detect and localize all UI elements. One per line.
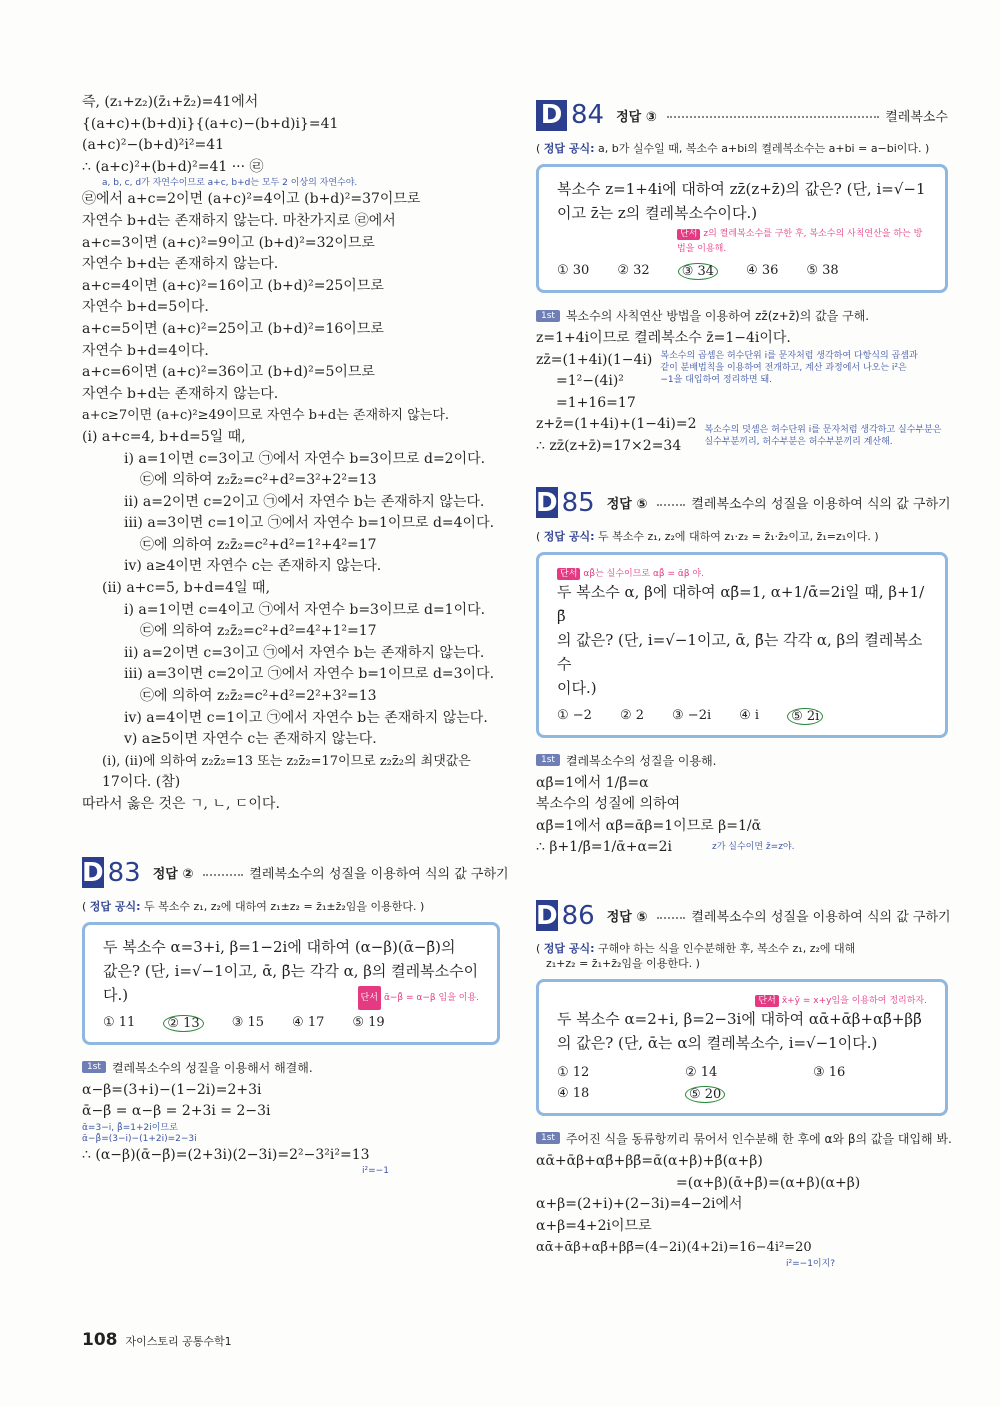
question-line: 값은? (단, i=√−1이고, ᾱ, β̄는 각각 α, β의 켤레복소수이 bbox=[103, 961, 479, 980]
sol-row bbox=[536, 837, 948, 859]
question-box bbox=[82, 922, 500, 1045]
sol-line: 자연수 b+d는 존재하지 않는다. 마찬가지로 ㉣에서 bbox=[82, 212, 396, 229]
choice-correct[interactable]: ⑤ 20 bbox=[685, 1086, 725, 1103]
sol-note: 복소수의 덧셈은 허수단위 i를 문자처럼 생각하고 실수부분은 실수부분끼리, 허수부분은 허수부분끼리 계산해. bbox=[704, 425, 942, 448]
sol-note: z가 실수이면 z̄=z야. bbox=[712, 842, 795, 853]
sol-note: i²=−1 bbox=[362, 1166, 389, 1177]
choice-correct[interactable]: ⑤ 2i bbox=[787, 708, 823, 725]
d-badge: D bbox=[536, 100, 567, 131]
choices bbox=[557, 1065, 927, 1080]
formula: ( 정답 공식: a, b가 실수일 때, 복소수 a+bi의 켤레복소수는 a+bi = a−bi이다. ) bbox=[536, 142, 930, 155]
problem-header-83 bbox=[82, 854, 509, 892]
choice[interactable]: ④ i bbox=[739, 707, 760, 723]
sol-line: a+c=6이면 (a+c)²=36이고 (b+d)²=5이므로 bbox=[82, 364, 375, 381]
sol-line: (i), (ii)에 의하여 z₂z̄₂=13 또는 z₂z̄₂=17이므로 z₂z̄₂의 최댓값은 bbox=[102, 753, 471, 769]
sol-line: ㉢에 의하여 z₂z̄₂=c²+d²=4²+1²=17 bbox=[140, 623, 377, 640]
sol-line: ⅰ) a=1이면 c=3이고 ㉠에서 자연수 b=3이므로 d=2이다. bbox=[124, 450, 486, 467]
tip-badge: 단서 bbox=[755, 995, 778, 1007]
left-column bbox=[82, 92, 509, 1177]
sol-line: a+c≥7이면 (a+c)²≥49이므로 자연수 b+d는 존재하지 않는다. bbox=[82, 408, 450, 424]
sol-note: 복소수의 곱셈은 허수단위 i를 문자처럼 생각하여 다항식의 곱셈과 같이 분배법칙을 이용하여 전개하고, 계산 과정에서 나오는 i²은 −1을 대입하여 정리하면 돼. bbox=[660, 350, 918, 385]
sol-line: (a+c)²−(b+d)²i²=41 bbox=[82, 137, 225, 154]
sol-line: =1+16=17 bbox=[556, 394, 636, 411]
sol-line: ⅲ) a=3이면 c=1이고 ㉠에서 자연수 b=1이므로 d=4이다. bbox=[124, 515, 495, 532]
question-line: 복소수 z=1+4i에 대하여 zz̄(z+z̄)의 값은? (단, i=√−1 bbox=[557, 180, 926, 198]
sol-line: a+c=5이면 (a+c)²=25이고 (b+d)²=16이므로 bbox=[82, 320, 384, 337]
sol-line: αβ̄=1에서 1/β̄=α bbox=[536, 774, 649, 791]
sol-line: zz̄=(1+4i)(1−4i) bbox=[536, 351, 653, 368]
d-badge: D bbox=[536, 900, 558, 931]
sol-line: 자연수 b+d=4이다. bbox=[82, 342, 209, 359]
sol-line: αᾱ+ᾱβ+αβ̄+ββ̄=ᾱ(α+β)+β̄(α+β) bbox=[536, 1152, 763, 1169]
sol-note: i²=−1이지? bbox=[786, 1258, 836, 1269]
sol-line: ⅳ) a≥4이면 자연수 c는 존재하지 않는다. bbox=[124, 558, 382, 575]
sol-line: ∴ zz̄(z+z̄)=17×2=34 bbox=[536, 437, 682, 454]
choice[interactable]: ④ 36 bbox=[746, 263, 779, 278]
formula: ( 정답 공식: 구해야 하는 식을 인수분해한 후, 복소수 z₁, z₂에 대해 z₁+z₂ = z̄₁+z̄₂임을 이용한다. ) bbox=[536, 941, 856, 970]
problem-number: 84 bbox=[571, 100, 605, 130]
question-line: 두 복소수 α=3+i, β=1−2i에 대하여 (α−β)(ᾱ−β̄)의 bbox=[103, 937, 456, 956]
topic: 켤레복소수의 성질을 이용하여 식의 값 구하기 bbox=[691, 497, 951, 513]
answer-label: 정답 ③ bbox=[616, 109, 657, 125]
question-line: 두 복소수 α, β에 대하여 αβ̄=1, α+1/ᾱ=2i일 때, β+1/β̄ bbox=[557, 582, 925, 625]
sol-line: =1²−(4i)² bbox=[556, 373, 624, 390]
tip-text: z의 켤레복소수를 구한 후, 복소수의 사칙연산을 하는 방법을 이용해. bbox=[677, 229, 923, 254]
question-line: 이다.) bbox=[557, 678, 597, 697]
answer-label: 정답 ⑤ bbox=[606, 497, 648, 513]
problem-number: 85 bbox=[561, 487, 595, 518]
choices bbox=[557, 708, 927, 725]
sol-note: ᾱ=3−i, β̄=1+2i이므로 bbox=[82, 1122, 178, 1133]
problem-header-84 bbox=[536, 96, 948, 134]
sol-line: ∴ β+1/β̄=1/ᾱ+α=2i bbox=[536, 839, 673, 856]
question-box bbox=[536, 164, 948, 293]
choice[interactable]: ② 32 bbox=[617, 263, 650, 278]
sol-line: α+β=4+2i이므로 bbox=[536, 1217, 652, 1234]
sol-line: ㉢에 의하여 z₂z̄₂=c²+d²=3²+2²=13 bbox=[140, 472, 377, 489]
leader-dots bbox=[203, 874, 243, 876]
choice[interactable]: ① 12 bbox=[557, 1064, 590, 1080]
choice-correct[interactable]: ③ 34 bbox=[678, 263, 718, 280]
choice[interactable]: ① −2 bbox=[557, 707, 592, 723]
question-line: 이고 z̄는 z의 켤레복소수이다.) bbox=[557, 204, 758, 222]
sol-line: ⅰ) a=1이면 c=4이고 ㉠에서 자연수 b=3이므로 d=1이다. bbox=[124, 601, 486, 618]
tip-badge: 단서 bbox=[358, 986, 381, 1010]
sol-line: ㉢에 의하여 z₂z̄₂=c²+d²=1²+4²=17 bbox=[140, 536, 377, 553]
sol-note: a, b, c, d가 자연수이므로 a+c, b+d는 모두 2 이상의 자연수야. bbox=[102, 178, 358, 189]
sol-row bbox=[536, 414, 948, 457]
leader-dots bbox=[667, 116, 879, 118]
sol-line: ㉢에 의하여 z₂z̄₂=c²+d²=2²+3²=13 bbox=[140, 688, 377, 705]
topic: 켤레복소수의 성질을 이용하여 식의 값 구하기 bbox=[691, 910, 951, 926]
problem-number: 86 bbox=[561, 900, 595, 931]
question-line: 두 복소수 α=2+i, β=2−3i에 대하여 αᾱ+ᾱβ+αβ̄+ββ̄ bbox=[557, 1009, 922, 1028]
answer-label: 정답 ⑤ bbox=[606, 910, 648, 926]
choice[interactable]: ③ 16 bbox=[813, 1064, 846, 1080]
sol-line: 복소수의 성질에 의하여 bbox=[536, 796, 681, 813]
choice[interactable]: ⑤ 19 bbox=[352, 1014, 385, 1030]
first-step: 1st 켤레복소수의 성질을 이용해. bbox=[536, 752, 948, 769]
sol-line: z+z̄=(1+4i)+(1−4i)=2 bbox=[536, 416, 697, 433]
choice[interactable]: ③ −2i bbox=[672, 707, 712, 723]
sol-line: 자연수 b+d는 존재하지 않는다. bbox=[82, 256, 279, 273]
sol-line: 자연수 b+d는 존재하지 않는다. bbox=[82, 385, 279, 402]
choices bbox=[557, 263, 927, 280]
page-footer bbox=[82, 1330, 232, 1350]
d-badge: D bbox=[536, 487, 558, 518]
tip bbox=[557, 565, 927, 580]
sol-line: ᾱ−β̄ = α−β = 2+3i = 2−3i bbox=[82, 1103, 271, 1120]
choices bbox=[103, 1015, 479, 1032]
topic: 켤레복소수 bbox=[885, 109, 948, 125]
sol-line: ⅲ) a=3이면 c=2이고 ㉠에서 자연수 b=1이므로 d=3이다. bbox=[124, 666, 495, 683]
book-title: 자이스토리 공통수학1 bbox=[125, 1335, 232, 1348]
choice[interactable]: ② 2 bbox=[619, 707, 645, 723]
question-box bbox=[536, 979, 948, 1116]
sol-line: ∴ (α−β)(ᾱ−β̄)=(2+3i)(2−3i)=2²−3²i²=13 bbox=[82, 1146, 370, 1163]
sol-line: α+β=(2+i)+(2−3i)=4−2i에서 bbox=[536, 1196, 743, 1213]
tip bbox=[557, 992, 927, 1007]
tip bbox=[677, 225, 927, 255]
formula: ( 정답 공식: 두 복소수 z₁, z₂에 대하여 z₁±z₂ = z̄₁±z̄₂임을 이용한다. ) bbox=[82, 899, 425, 913]
sol-line: =(α+β)(ᾱ+β̄)=(α+β)(α+β) bbox=[676, 1174, 861, 1191]
choice[interactable]: ① 11 bbox=[103, 1014, 136, 1030]
tip-text: x̄+ȳ = x+y임을 이용하여 정리하자. bbox=[781, 995, 927, 1006]
sol-line: αβ̄=1에서 αβ̄=ᾱβ=1이므로 β=1/ᾱ bbox=[536, 817, 762, 834]
sol-line: (i) a+c=4, b+d=5일 때, bbox=[82, 428, 246, 445]
sol-line: a+c=4이면 (a+c)²=16이고 (b+d)²=25이므로 bbox=[82, 277, 384, 294]
formula: ( 정답 공식: 두 복소수 z₁, z₂에 대하여 z₁·z₂ = z̄₁·z̄₂이고, z̄̄₁=z₁이다. ) bbox=[536, 529, 879, 543]
sol-line: 자연수 b+d=5이다. bbox=[82, 299, 209, 316]
first-step: 1st 주어진 식을 동류항끼리 묶어서 인수분해 한 후에 α와 β의 값을 대입해 봐. bbox=[536, 1130, 948, 1147]
sol-line: {(a+c)+(b+d)i}{(a+c)−(b+d)i}=41 bbox=[82, 115, 339, 132]
sol-line: 17이다. (참) bbox=[102, 774, 181, 791]
leader-dots bbox=[657, 917, 685, 919]
sol-row bbox=[536, 350, 948, 415]
answer-label: 정답 ② bbox=[152, 867, 194, 883]
sol-line: 따라서 옳은 것은 ㄱ, ㄴ, ㄷ이다. bbox=[82, 796, 280, 812]
choice[interactable]: ⑤ 38 bbox=[806, 263, 839, 278]
topic: 켤레복소수의 성질을 이용하여 식의 값 구하기 bbox=[249, 867, 509, 883]
page-number: 108 bbox=[82, 1330, 118, 1350]
problem-header-85 bbox=[536, 484, 951, 522]
choice[interactable]: ④ 18 bbox=[557, 1085, 590, 1101]
question-box bbox=[536, 552, 948, 738]
problem-number: 83 bbox=[107, 857, 141, 888]
question-line: 의 값은? (단, ᾱ는 α의 켤레복소수, i=√−1이다.) bbox=[557, 1033, 878, 1052]
first-step: 1st 켤레복소수의 성질을 이용해서 해결해. bbox=[82, 1059, 500, 1076]
right-column bbox=[536, 92, 952, 1270]
sol-line: ⅱ) a=2이면 c=2이고 ㉠에서 자연수 b는 존재하지 않는다. bbox=[124, 493, 485, 510]
leader-dots bbox=[657, 504, 685, 506]
sol-line: αᾱ+ᾱβ+αβ̄+ββ̄=(4−2i)(4+2i)=16−4i²=20 bbox=[536, 1240, 812, 1256]
sol-line: ∴ (a+c)²+(b+d)²=41 ··· ㉣ bbox=[82, 158, 264, 175]
sol-line: (ii) a+c=5, b+d=4일 때, bbox=[102, 580, 271, 597]
sol-line: ⅳ) a=4이면 c=1이고 ㉠에서 자연수 b는 존재하지 않는다. bbox=[124, 709, 488, 726]
question-line: 의 값은? (단, i=√−1이고, ᾱ, β̄는 각각 α, β의 켤레복소수 bbox=[557, 630, 923, 673]
sol-note: ᾱ−β̄=(3−i)−(1+2i)=2−3i bbox=[82, 1133, 197, 1144]
tip-text: ᾱ−β̄ = α−β 임을 이용. bbox=[383, 992, 479, 1003]
sol-line: 즉, (z₁+z₂)(z̄₁+z̄₂)=41에서 bbox=[82, 94, 259, 110]
sol-line: ㉣에서 a+c=2이면 (a+c)²=4이고 (b+d)²=37이므로 bbox=[82, 191, 421, 208]
first-step: 1st 복소수의 사칙연산 방법을 이용하여 zz̄(z+z̄)의 값을 구해. bbox=[536, 307, 948, 324]
choice-correct[interactable]: ② 13 bbox=[163, 1015, 203, 1032]
problem-header-86 bbox=[536, 897, 951, 935]
tip-text: αβ̄는 실수이므로 αβ̄ = ᾱβ 야. bbox=[583, 568, 704, 579]
d-badge: D bbox=[82, 857, 104, 888]
tip-badge: 단서 bbox=[677, 229, 700, 240]
choices bbox=[557, 1086, 927, 1103]
question-line: 다.) 단서 ᾱ−β̄ = α−β 임을 이용. bbox=[103, 983, 479, 1007]
choice[interactable]: ③ 15 bbox=[231, 1014, 265, 1030]
choice[interactable]: ② 14 bbox=[685, 1064, 718, 1080]
sol-line: a+c=3이면 (a+c)²=9이고 (b+d)²=32이므로 bbox=[82, 234, 375, 251]
choice[interactable]: ① 30 bbox=[557, 263, 590, 278]
tip-badge: 단서 bbox=[557, 568, 580, 580]
sol-line: ⅱ) a=2이면 c=3이고 ㉠에서 자연수 b는 존재하지 않는다. bbox=[124, 644, 485, 661]
sol-line: ⅴ) a≥5이면 자연수 c는 존재하지 않는다. bbox=[124, 731, 377, 748]
sol-line: z=1+4i이므로 켤레복소수 z̄=1−4i이다. bbox=[536, 330, 791, 346]
choice[interactable]: ④ 17 bbox=[292, 1014, 325, 1030]
sol-line: α−β=(3+i)−(1−2i)=2+3i bbox=[82, 1081, 262, 1098]
